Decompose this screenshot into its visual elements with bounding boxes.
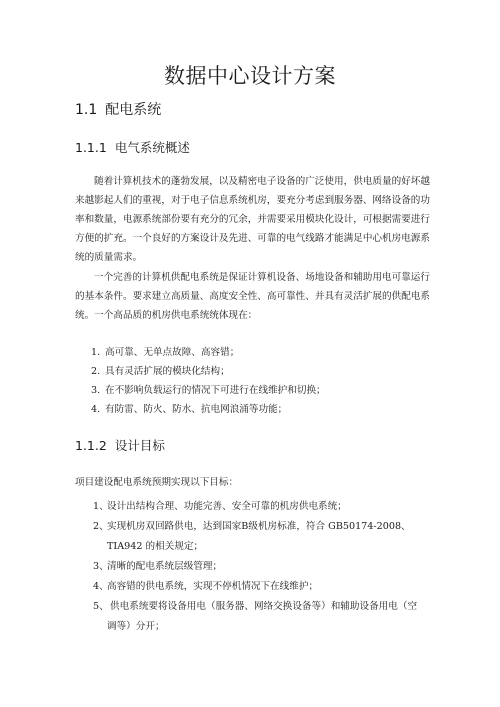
feature-list (75, 343, 430, 419)
paragraph-1: 随着计算机技术的蓬勃发展，以及精密电子设备的广泛使用，供电质量的好坏越来越影起人们的重视，对于电子信息系统机房，要充分考虑到服务器、网络设备的功率和数量，电源系统部份要有充分的冗余，并需要采用模块化设计，可根据需要进行方便的扩充。一个良好的方案设计及先进、可靠的电气线路才能满足中心机房电源系统的质量需求。 (75, 176, 430, 263)
section-number: 1.1 (75, 102, 98, 118)
subsection-heading-1 (75, 138, 190, 156)
list-item: 4、高容错的供电系统，实现不停机情况下在线维护； (93, 581, 319, 592)
list-item: 1、设计出结构合理、功能完善、安全可靠的机房供电系统； (93, 501, 347, 512)
subsection-number: 1.1.1 (75, 140, 107, 155)
list-item: 1. 高可靠、无单点故障、高容错； (91, 347, 240, 358)
subsection-title: 电气系统概述 (114, 140, 190, 155)
subsection-heading-2 (75, 436, 165, 454)
list-item: 5、 供电系统要将设备用电（服务器、网络交换设备等）和辅助设备用电（空 调等）分开； (93, 601, 418, 632)
list-item: 2、实现机房双回路供电，达到国家B级机房标准，符合 GB50174-2008、 TIA942 的相关规定； (93, 521, 411, 552)
goals-intro: 项目建设配电系统预期实现以下目标： (75, 477, 239, 488)
subsection-number: 1.1.2 (75, 438, 107, 453)
section-heading (75, 99, 161, 119)
goals-list (75, 497, 430, 637)
list-item: 4. 有防雷、防火、防水、抗电网浪涌等功能； (91, 404, 288, 415)
section-title: 配电系统 (105, 102, 162, 118)
list-item: 3. 在不影响负载运行的情况下可进行在线维护和切换； (91, 385, 326, 396)
subsection-title: 设计目标 (114, 438, 165, 453)
paragraph-2: 一个完善的计算机供配电系统是保证计算机设备、场地设备和辅助用电可靠运行的基本条件。要求建立高质量、高度安全性、高可靠性、并具有灵活扩展的供配电系统。一个高品质的机房供电系统统体现在： (75, 272, 430, 321)
list-item: 2. 具有灵活扩展的模块化结构； (91, 366, 230, 377)
list-item: 3、清晰的配电系统层级管理； (93, 561, 223, 572)
document-title: 数据中心设计方案 (164, 64, 336, 88)
